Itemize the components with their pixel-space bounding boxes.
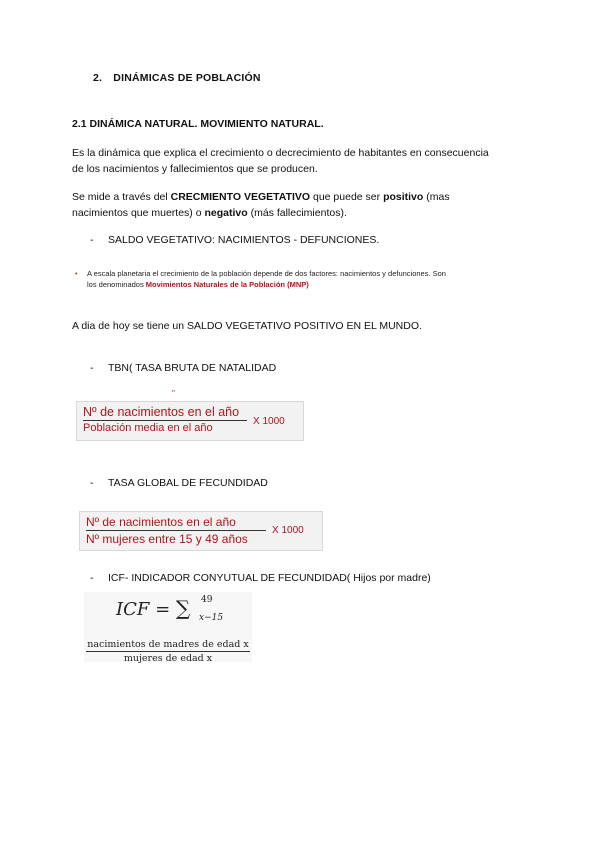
measure-text: que puede ser (310, 191, 384, 203)
section-title: DINÁMICAS DE POBLACIÓN (113, 72, 261, 84)
icf-lhs-text: ICF = (116, 599, 176, 620)
icf-lower-limit: x−15 (199, 613, 224, 623)
note-text: A escala planetaria el crecimiento de la población depende de dos factores: nacimientos y defunciones. Son (87, 269, 446, 278)
formula-tbn-factor: X 1000 (253, 416, 285, 427)
formula-tgf-denominator: Nº mujeres entre 15 y 49 años (86, 532, 248, 546)
dash-bullet: - (90, 234, 94, 246)
dash-bullet: - (90, 572, 94, 584)
icf-denominator: mujeres de edad x (123, 653, 213, 664)
stray-mark: " (172, 389, 175, 398)
bullet-tgf-text: TASA GLOBAL DE FECUNDIDAD (108, 477, 268, 489)
bullet-tbn-text: TBN( TASA BRUTA DE NATALIDAD (108, 362, 277, 374)
bullet-icf (90, 572, 431, 584)
measure-bold-crecimiento: CRECMIENTO VEGETATIVO (170, 191, 311, 203)
bullet-tbn (90, 362, 276, 374)
measure-bold-positivo: positivo (383, 191, 424, 203)
formula-tgf-image (79, 511, 323, 551)
dash-bullet: - (90, 362, 94, 374)
formula-tgf-fraction (86, 515, 266, 546)
measure-line-2 (72, 205, 532, 221)
formula-tgf-numerator: Nº de nacimientos en el año (86, 515, 236, 529)
measure-paragraph (72, 189, 532, 221)
note-red-highlight: Movimientos Naturales de la Población (MNP) (145, 280, 309, 289)
note-line-2 (75, 279, 545, 290)
fraction-bar (83, 420, 247, 421)
formula-tbn-numerator: Nº de nacimientos en el año (83, 405, 240, 419)
subsection-heading: 2.1 DINÁMICA NATURAL. MOVIMIENTO NATURAL. (72, 118, 324, 130)
measure-text: nacimientos que muertes) o (72, 207, 205, 219)
dash-bullet: - (90, 477, 94, 489)
formula-tbn-denominator: Población media en el año (83, 422, 213, 434)
formula-tbn-fraction (83, 405, 247, 434)
bullet-saldo (90, 234, 379, 246)
fraction-bar (86, 651, 250, 652)
definition-paragraph (72, 145, 532, 177)
bullet-dot-icon: • (75, 269, 78, 278)
formula-tgf-factor: X 1000 (272, 525, 304, 536)
bullet-saldo-text: SALDO VEGETATIVO: NACIMIENTOS - DEFUNCIONES. (108, 234, 380, 246)
note-mnp (75, 268, 545, 290)
bullet-icf-text: ICF- INDICADOR CONYUTUAL DE FECUNDIDAD( Hijos por madre) (108, 572, 431, 584)
definition-line-1: Es la dinámica que explica el crecimiento o decrecimiento de habitantes en consecuencia (72, 147, 489, 159)
note-line-1 (75, 268, 545, 279)
measure-text: Se mide a través del (72, 191, 171, 203)
today-statement: A dia de hoy se tiene un SALDO VEGETATIVO POSITIVO EN EL MUNDO. (72, 320, 422, 332)
measure-text: (mas (423, 191, 450, 203)
measure-line-1 (72, 189, 532, 205)
measure-bold-negativo: negativo (204, 207, 248, 219)
icf-upper-limit: 49 (201, 595, 213, 605)
bullet-tgf (90, 477, 268, 489)
fraction-bar (86, 530, 266, 531)
definition-line-2: de los nacimientos y fallecimientos que se producen. (72, 163, 318, 175)
summation-icon: ∑ (175, 596, 191, 620)
note-text: los denominados (87, 280, 146, 289)
icf-numerator: nacimientos de madres de edad x (87, 639, 249, 650)
section-heading (93, 72, 261, 84)
formula-icf-fraction (86, 639, 250, 664)
formula-icf-lhs (116, 596, 190, 620)
section-number: 2. (93, 72, 103, 84)
measure-text: (más fallecimientos). (247, 207, 347, 219)
formula-tbn-image (76, 401, 304, 441)
